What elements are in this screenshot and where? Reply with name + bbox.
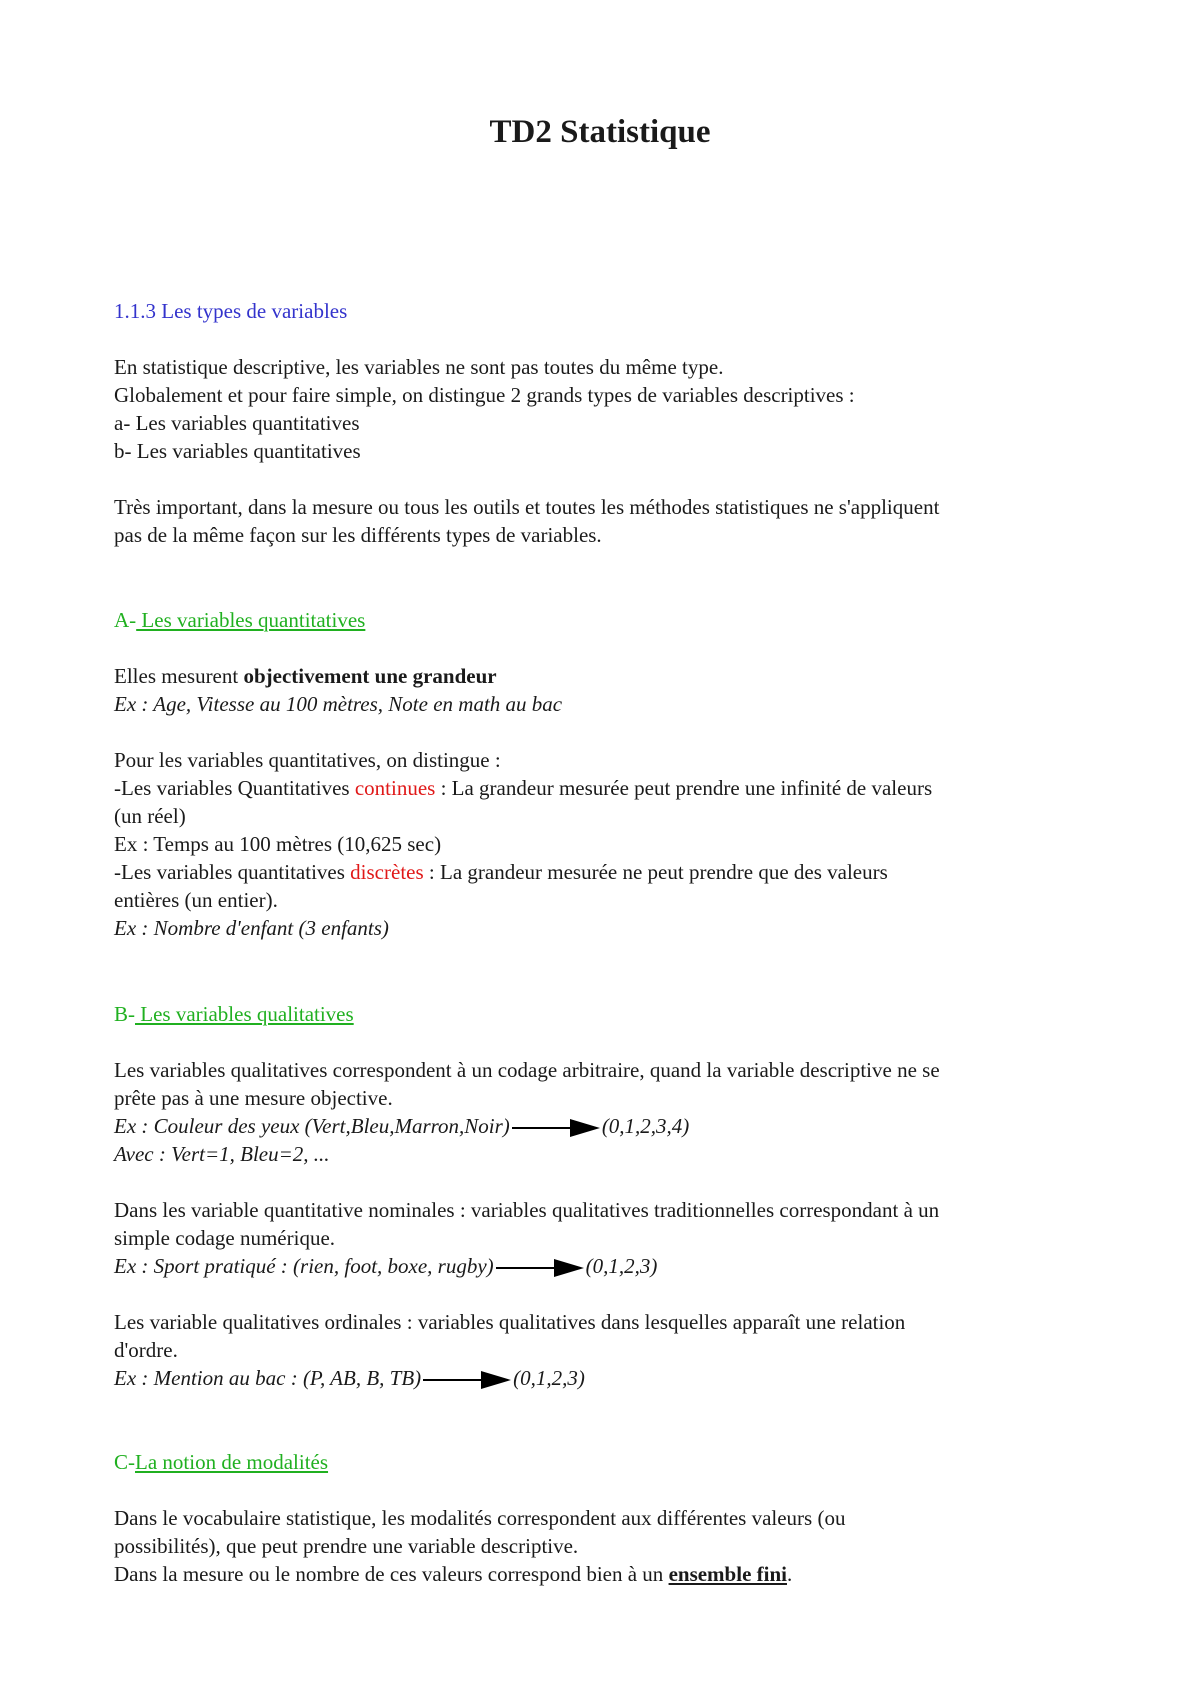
text-run: (0,1,2,3,4) — [601, 1114, 690, 1138]
list-item: b- Les variables quantitatives — [114, 439, 361, 463]
paragraph-line: entières (un entier). — [114, 888, 278, 912]
page-title: TD2 Statistique — [489, 114, 711, 150]
section-prefix: C- — [114, 1450, 135, 1474]
paragraph-line: pas de la même façon sur les différents types de variables. — [114, 523, 602, 547]
highlight-text: discrètes — [350, 860, 424, 884]
section-heading — [114, 1000, 1094, 1028]
section-qualitatives — [114, 1000, 1094, 1392]
section-heading: 1.1.3 Les types de variables — [114, 299, 348, 323]
paragraph-line: Très important, dans la mesure ou tous les outils et toutes les méthodes statistiques ne s'appliquent — [114, 495, 940, 519]
text-run: . — [786, 1562, 793, 1586]
text-run: Dans la mesure ou le nombre de ces valeurs correspond bien à un — [114, 1562, 669, 1586]
section-prefix: B- — [114, 1002, 135, 1026]
bold-underlined-text: ensemble fini — [668, 1562, 787, 1586]
paragraph-line: (un réel) — [114, 804, 186, 828]
example-line: Ex : Age, Vitesse au 100 mètres, Note en math au bac — [114, 692, 563, 716]
section-modalites — [114, 1448, 1094, 1588]
paragraph-line — [114, 1560, 1094, 1588]
paragraph-line: Les variable qualitatives ordinales : variables qualitatives dans lesquelles apparaît une relation — [114, 1310, 906, 1334]
paragraph-line: Les variables qualitatives correspondent à un codage arbitraire, quand la variable descriptive ne se — [114, 1058, 940, 1082]
section-types-de-variables — [114, 297, 1094, 549]
text-run: -Les variables Quantitatives — [114, 776, 355, 800]
paragraph-line: En statistique descriptive, les variables ne sont pas toutes du même type. — [114, 355, 724, 379]
text-run: Elles mesurent — [114, 664, 244, 688]
arrow-right-icon — [512, 1118, 600, 1138]
example-line — [114, 1112, 1094, 1140]
paragraph-line — [114, 662, 1094, 690]
text-run: : La grandeur mesurée peut prendre une infinité de valeurs — [435, 776, 933, 800]
paragraph-line: prête pas à une mesure objective. — [114, 1086, 393, 1110]
paragraph-line: possibilités), que peut prendre une variable descriptive. — [114, 1534, 579, 1558]
text-run: -Les variables quantitatives — [114, 860, 351, 884]
example-line: Ex : Nombre d'enfant (3 enfants) — [114, 916, 389, 940]
paragraph-line: Pour les variables quantitatives, on distingue : — [114, 748, 501, 772]
section-heading-text: La notion de modalités — [135, 1450, 329, 1474]
section-heading — [114, 606, 1094, 634]
paragraph-line: simple codage numérique. — [114, 1226, 336, 1250]
paragraph-line: d'ordre. — [114, 1338, 178, 1362]
section-heading — [114, 1448, 1094, 1476]
list-item: a- Les variables quantitatives — [114, 411, 360, 435]
section-heading-text: Les variables quantitatives — [136, 608, 366, 632]
paragraph-line — [114, 774, 1094, 802]
arrow-right-icon — [496, 1258, 584, 1278]
bold-text: objectivement une grandeur — [243, 664, 497, 688]
section-heading-text: Les variables qualitatives — [135, 1002, 354, 1026]
example-line — [114, 1252, 1094, 1280]
highlight-text: continues — [354, 776, 436, 800]
paragraph-line: Dans le vocabulaire statistique, les modalités correspondent aux différentes valeurs (ou — [114, 1506, 846, 1530]
text-run: Ex : Sport pratiqué : (rien, foot, boxe, rugby) — [114, 1254, 494, 1278]
section-quantitatives — [114, 606, 1094, 942]
example-line: Ex : Temps au 100 mètres (10,625 sec) — [114, 832, 442, 856]
example-line: Avec : Vert=1, Bleu=2, ... — [114, 1142, 330, 1166]
paragraph-line: Globalement et pour faire simple, on distingue 2 grands types de variables descriptives : — [114, 383, 855, 407]
text-run: (0,1,2,3) — [513, 1366, 585, 1390]
arrow-right-icon — [423, 1370, 511, 1390]
example-line — [114, 1364, 1094, 1392]
text-run: Ex : Mention au bac : (P, AB, B, TB) — [114, 1366, 422, 1390]
paragraph-line — [114, 858, 1094, 886]
text-run: Ex : Couleur des yeux (Vert,Bleu,Marron,Noir) — [114, 1114, 510, 1138]
text-run: (0,1,2,3) — [585, 1254, 658, 1278]
paragraph-line: Dans les variable quantitative nominales : variables qualitatives traditionnelles correspondant à un — [114, 1198, 940, 1222]
section-prefix: A- — [114, 608, 137, 632]
text-run: : La grandeur mesurée ne peut prendre que des valeurs — [423, 860, 888, 884]
